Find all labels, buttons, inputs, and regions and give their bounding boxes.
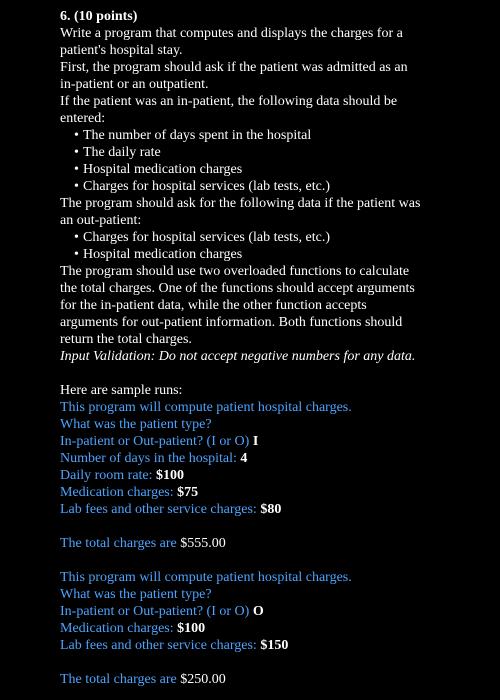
run-input-value: 4 — [240, 451, 248, 466]
run-med-line — [60, 620, 490, 637]
intro-line: First, the program should ask if the patient was admitted as an — [60, 60, 408, 75]
sample-run-2 — [60, 569, 490, 688]
list-item: • The number of days spent in the hospital — [74, 127, 490, 144]
intro-line: If the patient was an in-patient, the following data should be — [60, 94, 398, 109]
run-input-value: $80 — [260, 502, 282, 517]
run-type-line — [60, 433, 490, 450]
list-item: • Charges for hospital services (lab tests, etc.) — [74, 229, 490, 246]
run-input-value: $100 — [156, 468, 185, 483]
list-item: • Hospital medication charges — [74, 161, 490, 178]
intro-line: in-patient or an outpatient. — [60, 77, 209, 92]
run-lab-line — [60, 637, 490, 654]
spacer — [60, 518, 490, 535]
run-total-value: $250.00 — [180, 672, 226, 687]
run-type-line — [60, 603, 490, 620]
input-validation: Input Validation: Do not accept negative numbers for any data. — [60, 349, 416, 364]
list-item: • Hospital medication charges — [74, 246, 490, 263]
run-input-value: $150 — [260, 638, 289, 653]
run-total-text: The total charges are — [60, 536, 181, 551]
sample-run-1 — [60, 399, 490, 552]
run-prompt-text: Medication charges: — [60, 485, 178, 500]
outpatient-intro-line: The program should ask for the following data if the patient was — [60, 196, 421, 211]
spacer — [60, 552, 490, 569]
run-prompt-text: Daily room rate: — [60, 468, 157, 483]
outpatient-list — [60, 229, 490, 263]
run-med-line — [60, 484, 490, 501]
run-total-text: The total charges are — [60, 672, 181, 687]
run-prompt-text: Lab fees and other service charges: — [60, 638, 261, 653]
run-input-value: $75 — [177, 485, 199, 500]
run-type-question: What was the patient type? — [60, 587, 212, 602]
functions-line: the total charges. One of the functions should accept arguments — [60, 281, 415, 296]
outpatient-intro-line: an out-patient: — [60, 213, 142, 228]
run-type-question: What was the patient type? — [60, 417, 212, 432]
run-input-value: O — [252, 604, 264, 619]
run-total-line — [60, 671, 490, 688]
list-item: • Charges for hospital services (lab tests, etc.) — [74, 178, 490, 195]
intro-line: entered: — [60, 111, 106, 126]
inpatient-list — [60, 127, 490, 195]
run-input-value: $100 — [177, 621, 206, 636]
run-rate-line — [60, 467, 490, 484]
problem-heading: 6. (10 points) — [60, 9, 138, 24]
functions-line: The program should use two overloaded functions to calculate — [60, 264, 410, 279]
run-total-value: $555.00 — [180, 536, 226, 551]
run-prompt-text: Lab fees and other service charges: — [60, 502, 261, 517]
run-prompt-text: In-patient or Out-patient? (I or O) — [60, 434, 253, 449]
functions-line: arguments for out-patient information. Both functions should — [60, 315, 403, 330]
functions-line: return the total charges. — [60, 332, 192, 347]
run-lab-line — [60, 501, 490, 518]
intro-line: Write a program that computes and displays the charges for a — [60, 26, 403, 41]
functions-line: for the in-patient data, while the other function accepts — [60, 298, 367, 313]
list-item: • The daily rate — [74, 144, 490, 161]
samples-intro: Here are sample runs: — [60, 383, 183, 398]
run-input-value: I — [252, 434, 259, 449]
spacer — [60, 654, 490, 671]
run-banner: This program will compute patient hospital charges. — [60, 570, 352, 585]
run-prompt-text: In-patient or Out-patient? (I or O) — [60, 604, 253, 619]
run-prompt-text: Number of days in the hospital: — [60, 451, 241, 466]
intro-line: patient's hospital stay. — [60, 43, 183, 58]
run-total-line — [60, 535, 490, 552]
run-prompt-text: Medication charges: — [60, 621, 178, 636]
run-days-line — [60, 450, 490, 467]
spacer — [60, 365, 490, 382]
run-banner: This program will compute patient hospital charges. — [60, 400, 352, 415]
